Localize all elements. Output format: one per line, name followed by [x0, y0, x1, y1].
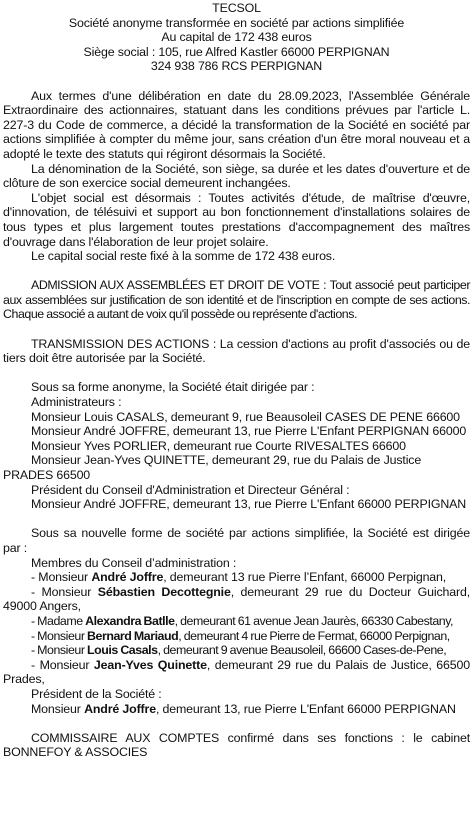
member-name: André Joffre: [91, 570, 164, 585]
board-member-entry: [3, 643, 470, 658]
board-member-entry: [3, 585, 470, 614]
member-address: , demeurant 4 rue Pierre de Fermat, 66000 Perpignan,: [178, 628, 450, 643]
transmission-paragraph: TRANSMISSION DES ACTIONS : La cession d'actions au profit d'associés ou de tiers doit être autorisée par la Société.: [3, 336, 470, 366]
transformation-section: [3, 89, 470, 264]
auditor-section: [3, 731, 470, 760]
member-name: Bernard Mariaud: [87, 628, 179, 643]
old-president-label: Président du Conseil d'Administration et Directeur Général :: [31, 482, 350, 497]
unchanged-items-paragraph: La dénomination de la Société, son siège, sa durée et les dates d'ouverture et de clôture de son exercice social demeurent inchangées.: [3, 161, 470, 191]
president-title: Monsieur: [31, 701, 85, 716]
president-address: , demeurant 13, rue Pierre L'Enfant 66000 PERPIGNAN: [155, 701, 456, 716]
old-governance-section: [3, 380, 470, 511]
old-president: Monsieur André JOFFRE, demeurant 13, rue Pierre L'Enfant 66000 PERPIGNAN: [31, 497, 467, 512]
president-name: André Joffre: [84, 701, 156, 716]
administrator-entry: Monsieur André JOFFRE, demeurant 13, rue Pierre L'Enfant PERPIGNAN 66000: [31, 424, 467, 439]
member-name: Alexandra Batlle: [85, 613, 175, 628]
new-president-label: Président de la Société :: [31, 686, 162, 701]
administrator-entry: Monsieur Louis CASALS, demeurant 9, rue Beausoleil CASES DE PENE 66600: [31, 409, 460, 424]
new-governance-intro: Sous sa nouvelle forme de société par actions simplifiée, la Société est dirigée par :: [3, 526, 470, 555]
admission-paragraph: ADMISSION AUX ASSEMBLÉES ET DROIT DE VOTE : Tout associé peut participer aux assemblées sur justification de son identité et de l'inscription en compte de ses actions. Chaque associé a autant de voix qu'il possède ou représente d'actions.: [3, 278, 470, 322]
member-title: - Madame: [31, 613, 86, 628]
share-capital: Au capital de 172 438 euros: [161, 30, 312, 45]
board-member-entry: [3, 570, 470, 585]
board-label: Membres du Conseil d’administration :: [31, 555, 237, 570]
member-name: Louis Casals: [87, 643, 158, 658]
new-president: [3, 702, 470, 717]
member-title: - Monsieur: [31, 628, 88, 643]
old-governance-intro: Sous sa forme anonyme, la Société était dirigée par :: [31, 380, 315, 395]
administrator-entry: Monsieur Yves PORLIER, demeurant rue Courte RIVESALTES 66600: [31, 438, 406, 453]
registered-office: Siège social : 105, rue Alfred Kastler 66000 PERPIGNAN: [83, 44, 390, 59]
capital-paragraph: Le capital social reste fixé à la somme de 172 438 euros.: [31, 249, 336, 264]
auditor-paragraph: COMMISSAIRE AUX COMPTES confirmé dans ses fonctions : le cabinet BONNEFOY & ASSOCIES: [3, 730, 470, 760]
corporate-purpose-paragraph: L'objet social est désormais : Toutes activités d'étude, de maîtrise d'œuvre, d'innovation, de télésuivi et support au bon fonctionnement d'installations solaires de tous types et plus largement toutes prestations d'accompagnement des maîtres d'ouvrage dans l'élaboration de leur projet solaire.: [3, 190, 470, 249]
member-title: - Monsieur: [31, 657, 94, 672]
admission-section: [3, 278, 470, 322]
administrator-entry: Monsieur Jean-Yves QUINETTE, demeurant 29, rue du Palais de Justice PRADES 66500: [3, 453, 422, 482]
member-title: - Monsieur: [31, 643, 88, 658]
notice-header: [3, 1, 470, 74]
transmission-section: [3, 337, 470, 366]
board-member-entry: [3, 614, 470, 629]
transformation-paragraph: Aux termes d'une délibération en date du 28.09.2023, l'Assemblée Générale Extraordinaire des actionnaires, statuant dans les conditions prévues par l'article L. 227-3 du Code de commerce, a décidé la transformation de la Société en société par actions simplifiée à compter du même jour, sans création d'un être moral nouveau et a adopté le texte des statuts qui régiront désormais la Société.: [3, 88, 470, 161]
member-title: - Monsieur: [31, 570, 92, 585]
member-name: Sébastien Decottegnie: [97, 584, 231, 599]
company-form: Société anonyme transformée en société par actions simplifiée: [68, 15, 405, 30]
member-address: , demeurant 13 rue Pierre l’Enfant, 66000 Perpignan,: [163, 570, 447, 585]
member-title: - Monsieur: [31, 584, 98, 599]
member-address: , demeurant 9 avenue Beausoleil, 66600 Cases-de-Pene,: [157, 643, 447, 658]
member-address: , demeurant 29 rue du Palais de Justice, 66500 Prades,: [3, 657, 470, 687]
rcs-registration: 324 938 786 RCS PERPIGNAN: [150, 59, 323, 74]
administrators-label: Administrateurs :: [31, 395, 122, 410]
member-address: , demeurant 61 avenue Jean Jaurès, 66330 Cabestany,: [174, 613, 454, 628]
board-member-entry: [3, 658, 470, 687]
board-member-entry: [3, 629, 470, 644]
member-address: , demeurant 29 rue du Docteur Guichard, 49000 Angers,: [3, 584, 471, 614]
company-name: TECSOL: [212, 1, 261, 15]
new-governance-section: [3, 526, 470, 716]
member-name: Jean-Yves Quinette: [93, 657, 207, 672]
